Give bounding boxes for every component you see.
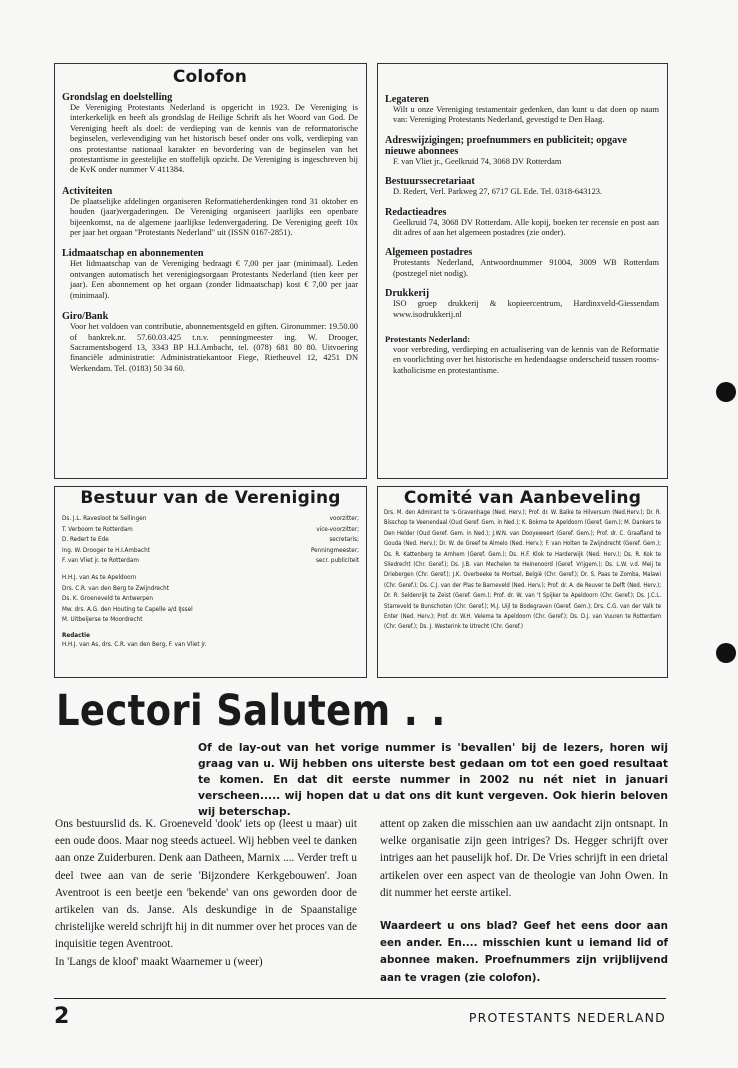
punch-hole [716,643,736,663]
bestuur-row [62,556,359,567]
footer-rule [54,998,666,999]
section-text: D. Redert, Verl. Parkweg 27, 6717 GL Ede. Tel. 0318-643123. [393,187,603,197]
section-heading: Drukkerij [385,288,430,300]
member-role: voorzitter; [329,515,359,522]
member-name: F. van Vliet jr. te Rotterdam [62,557,139,565]
bestuur-member: Mw. drs. A.G. den Houting te Capelle a/d IJssel [62,605,193,613]
member-name: Ds. J.L. Ravesloot te Sellingen [62,515,147,522]
section-text: Geelkruid 74, 3068 DV Rotterdam. Alle kopij, boeken ter recensie en post aan dit adres of aan het algemeen postadres (zie onder). [393,217,659,238]
section-text: Wilt u onze Vereniging testamentair gedenken, dan kunt u dat doen op naam van: Vereniging Protestants Nederland, gevestigd te Den Haag. [393,105,659,125]
colofon-section-3 [62,248,358,301]
bestuur-row [62,525,359,536]
bestuur-row [62,535,359,546]
section-heading: Legateren [385,94,429,105]
section-text: Protestants Nederland, Antwoordnummer 91004, 3009 WB Rotterdam (postzegel niet nodig). [393,258,659,278]
article-headline: Lectori Salutem . . [56,686,446,736]
info-section-2 [385,135,659,167]
section-heading: Redactieadres [385,206,447,218]
section-text: voor verbreding, verdieping en actualisering van de kennis van de Reformatie en voorlichting over het historische en hedendaagse onderscheid tussen rooms-katholicisme en protestantisme. [393,345,659,375]
column-callout: Waardeert u ons blad? Geef het eens door aan een ander. En.... misschien kunt u iemand lid of abonnee maken. Proefnummers zijn vrijblijvend aan te vragen (zie colofon). [380,920,668,984]
colofon-section-2 [62,186,358,239]
section-heading: Giro/Bank [62,311,109,323]
punch-hole [716,382,736,402]
redactie-names: H.H.J. van As, drs. C.R. van den Berg, F. van Vliet jr. [62,640,207,648]
bestuur-member: Ds. K. Groeneveld te Antwerpen [62,595,153,603]
member-role: secr. publiciteit [315,557,359,565]
bestuur-member: H.H.J. van As te Apeldoorn [62,573,137,581]
bestuur-member: M. Uitbeijerse te Moordrecht [62,616,143,624]
section-heading: Bestuurssecretariaat [385,176,475,188]
section-text: De Vereniging Protestants Nederland is opgericht in 1923. De Vereniging is interkerkelijk en heeft als grondslag de Heilige Schrift als het Woord van God. De Vereniging heeft als doel: de verdieping van de kennis van de reformatorische beginselen, verlevendiging van het historisch besef onder ons volk, verdieping van ons protestantse nationaal karakter en bevordering van de beginselen van het protestantisme in geestelijke en stoffelijk opzicht. De Vereniging is ingeschreven bij de KvK onder nummer V 411384. [70,103,358,175]
member-name: Ing. W. Drooger te H.I.Ambacht [62,546,150,554]
colofon-box [54,63,367,479]
section-heading: Protestants Nederland: [385,334,471,345]
section-text: Het lidmaatschap van de Vereniging bedraagt € 7,00 per jaar (minimaal). Leden ontvangen automatisch het verenigingsorgaan Protestants Nederland (tien keer per jaar). Een abonnement op het orgaan (zonder lidmaatschap) kost € 7,00 per jaar (minimaal). [70,259,358,300]
article-intro: Of de lay-out van het vorige nummer is 'bevallen' bij de lezers, horen wij graag van u. Wij hebben ons uiterste best gedaan om tot een goed resultaat te komen. En dat dit eerste nummer in 2002 nu nét niet in januari verscheen..... wij hopen dat u dat ons dit kunt vergeven. Ook hierin beloven wij beterschap. [198,741,668,818]
info-section-1 [385,94,659,126]
section-text: De plaatselijke afdelingen organiseren Reformatieherdenkingen rond 31 oktober en houden (jaar)vergaderingen. De Vereniging organiseert jaarlijks een openbare bijeenkomst, na de algemene jaarlijkse ledenvergadering. De Vereniging geeft 10x per jaar het orgaan "Protestants Nederland" uit (ISSN 0167-2851). [70,196,358,238]
column-paragraph: Ons bestuurslid ds. K. Groeneveld 'dook' iets op (leest u maar) uit een oude doos. Maar nog steeds actueel. Wij hebben veel te danken aan onze Zuiderburen. Denk aan Datheen, Marnix .... Verder treft u deel twee aan van de serie 'Bijzondere Kerkgebouwen'. Joan Aventroot is een beetje een 'bekende' van ons geworden door de artikelen van ds. Janse. Als deskundige in de Spaanstalige christelijke wereld schrijft hij in dit nummer over het proces van de inquisitie tegen Aventroot. [55,818,357,951]
info-section-4 [385,207,659,239]
redactie-label: Redactie [62,631,90,639]
section-text: F. van Vliet jr., Geelkruid 74, 3068 DV Rotterdam [393,156,562,166]
colofon-section-1 [62,92,358,176]
section-heading: Lidmaatschap en abonnementen [62,248,204,260]
bestuur-member: Drs. C.R. van den Berg te Zwijndrecht [62,584,169,592]
member-role: vice-voorzitter; [316,525,359,533]
article-column-left [55,816,357,971]
info-section-7 [385,334,659,376]
info-section-3 [385,176,659,197]
section-text: ISO groep drukkerij & kopieercentrum, Hardinxveld-Giessendam www.isodrukkerij.nl [393,299,659,319]
section-text: Voor het voldoen van contributie, abonnementsgeld en giften. Gironummer: 19.50.00 of bankrek.nr. 57.60.03.425 t.n.v. penningmeester ing. W. Drooger, Sacramentsbogerd 13, 3343 BP H.I.Ambacht, tel. (078) 681 80 80. Uitvoering financiële administratie: Administratiekantoor Fiege, Rietheuvel 12, 4251 DN Werkendam. Tel. (0183) 50 34 60. [70,322,358,373]
info-section-5 [385,247,659,279]
info-box [377,63,668,479]
section-heading: Grondslag en doelstelling [62,92,173,103]
bestuur-list [62,514,359,649]
member-role: Penningmeester; [310,546,359,554]
bestuur-box [54,486,367,678]
section-heading: Adreswijzigingen; proefnummers en publiciteit; opgave nieuwe abonnees [385,134,627,157]
bestuur-title: Bestuur van de Vereniging [80,488,341,508]
section-heading: Activiteiten [62,185,113,197]
section-heading: Algemeen postadres [385,247,473,259]
member-name: T. Verboom te Rotterdam [62,525,133,533]
bestuur-row [62,514,359,525]
article-column-right [380,816,668,987]
comite-box [377,486,668,678]
bestuur-row [62,546,359,557]
column-paragraph: attent op zaken die misschien aan uw aandacht zijn ontsnapt. In welke organisatie zijn geen intriges? Ds. Hegger schrijft over intriges aan het pauselijk hof. Dr. De Vries schrijft in een drietal artikelen over een aspect van de theologie van John Owen. In dit nummer het eerste artikel. [380,818,668,899]
info-section-6 [385,288,659,320]
colofon-section-4 [62,311,358,374]
colofon-title: Colofon [172,67,248,87]
member-name: D. Redert te Ede [62,536,109,544]
column-paragraph: In 'Langs de kloof' maakt Waarnemer u (weer) [55,955,263,968]
comite-title: Comité van Aanbeveling [403,488,642,508]
member-role: secretaris; [329,536,359,544]
publication-name: PROTESTANTS NEDERLAND [468,1010,666,1025]
comite-text: Drs. M. den Admirant te 's-Gravenhage (Ned. Herv.); Prof. dr. W. Balke te Hilversum (Ned.Herv.); Dr. R. Bisschop te Veenendaal (Oud Geref. Gem. in Ned.); K. Bokma te Apeldoorn (Geref. Gem.); M. Dankers te Den Helder (Oud Geref. Gem. in Ned.); J.W.N. van Dooyeweert (Geref. Gem.); Prof. dr. C. Graafland te Gouda (Ned. Herv.); Dr. W. de Greef te Almelo (Ned. Herv.); F. van Holten te Zwijndrecht (Geref. Gem.); Ds. R. Kattenberg te Arnhem (Geref. Gem.); Ds. H.F. Klok te Harderwijk (Ned. Herv.); Ds. R. Kok te Sliedrecht (Chr. Geref.); Ds. J.B. van Mechelen te Heinenoord (Geref. Vrijgem.); Ds. L.W. v.d. Meij te Driebergen (Chr. Geref.); J.K. Overbeeke te Mortsel, België (Chr. Geref.); Dr. S. Paas te Zomba, Malawi (Chr. Geref.); Ds. C.J. van der Plas te Barneveld (Ned. Herv.); Prof. dr. A. de Reuver te Delft (Ned. Herv.); Dr. R. Seldenrijk te Zeist (Geref. Gem.); Prof. dr. W. van 't Spijker te Apeldoorn (Chr. Geref.); Ds. J.C.L. Starreveld te Bunschoten (Chr. Geref.); M.J. Uijl te Bodegraven (Geref. Gem.); Drs. C.G. van der Valk te Enter (Ned. Herv.); Prof. dr. W.H. Velema te Apeldoorn (Chr. Geref.); Ds. D.J. van Vuuren te Rotterdam (Chr. Geref.); Ds. J. Westerink te Utrecht (Chr. Geref.) [384,510,661,631]
page-number: 2 [54,1004,70,1029]
